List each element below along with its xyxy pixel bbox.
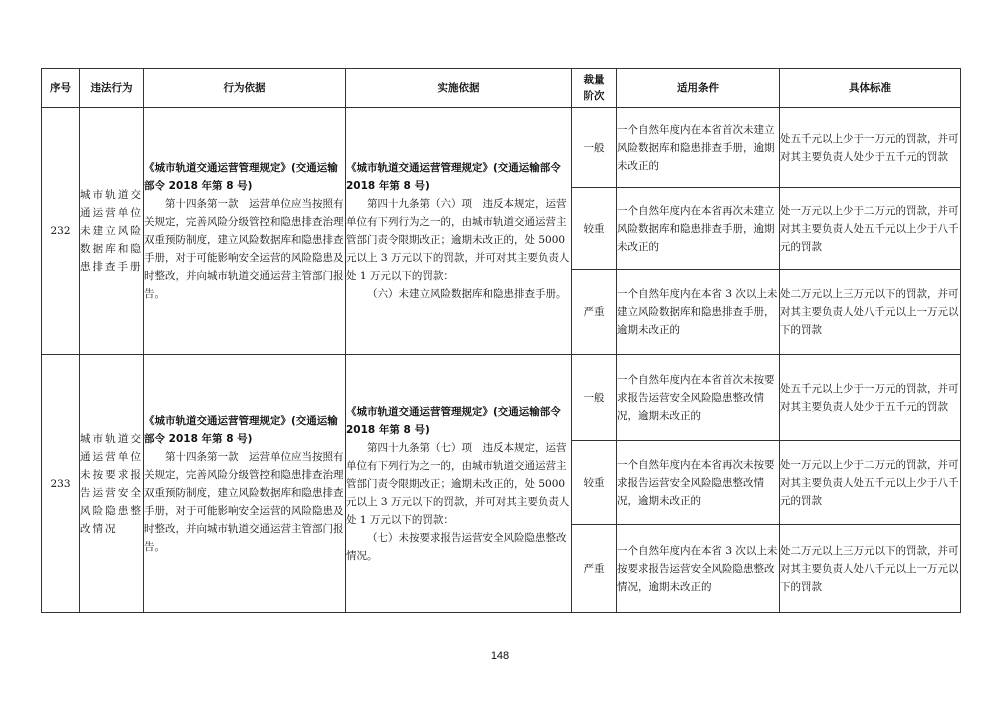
impl-law-title: 《城市轨道交通运营管理规定》(交通运输部令 2018 年第 8 号): [346, 405, 561, 436]
header-impl: 实施依据: [346, 69, 572, 108]
page-number: 148: [490, 650, 510, 662]
row-basis: [144, 108, 346, 355]
basis-law-title: 《城市轨道交通运营管理规定》(交通运输部令 2018 年第 8 号): [144, 414, 338, 445]
condition-cell: 一个自然年度内在本省再次未按要求报告运营安全风险隐患整改情况，逾期未改正的: [617, 441, 780, 525]
header-standard: 具体标准: [780, 69, 961, 108]
standard-cell: 处一万元以上少于二万元的罚款，并可对其主要负责人处五千元以上少于八千元的罚款: [780, 188, 961, 270]
standard-cell: 处五千元以上少于一万元的罚款，并可对其主要负责人处少于五千元的罚款: [780, 108, 961, 188]
row-basis: [144, 355, 346, 613]
table-row: [42, 355, 961, 441]
impl-item: （七）未按要求报告运营安全风险隐患整改情况。: [346, 531, 567, 562]
row-violation: 城市轨道交通运营单位未建立风险数据库和隐患排查手册: [80, 108, 144, 355]
standard-cell: 处二万元以上三万元以下的罚款，并可对其主要负责人处八千元以上一万元以下的罚款: [780, 525, 961, 613]
impl-text: 第四十九条第（七）项 违反本规定，运营单位有下列行为之一的，由城市轨道交通运营主管部门责令限期改正；逾期未改正的，处 5000 元以上 3 万元以下的罚款，并可对其主要负责人处 1 万元以下的罚款：: [346, 441, 570, 526]
level-label: 一般: [572, 108, 617, 188]
level-label: 较重: [572, 441, 617, 525]
condition-cell: 一个自然年度内在本省 3 次以上未按要求报告运营安全风险隐患整改情况，逾期未改正的: [617, 525, 780, 613]
standard-cell: 处二万元以上三万元以下的罚款，并可对其主要负责人处八千元以上一万元以下的罚款: [780, 270, 961, 355]
basis-text: 第十四条第一款 运营单位应当按照有关规定，完善风险分级管控和隐患排查治理双重预防制度，建立风险数据库和隐患排查手册，对于可能影响安全运营的风险隐患及时整改，并向城市轨道交通运营主管部门报告。: [144, 198, 344, 300]
table-row: [42, 108, 961, 188]
standard-cell: 处五千元以上少于一万元的罚款，并可对其主要负责人处少于五千元的罚款: [780, 355, 961, 441]
header-violation: 违法行为: [80, 69, 144, 108]
level-label: 一般: [572, 355, 617, 441]
header-row: [42, 69, 961, 108]
condition-cell: 一个自然年度内在本省 3 次以上未建立风险数据库和隐患排查手册，逾期未改正的: [617, 270, 780, 355]
level-label: 严重: [572, 270, 617, 355]
level-label: 严重: [572, 525, 617, 613]
condition-cell: 一个自然年度内在本省首次未按要求报告运营安全风险隐患整改情况，逾期未改正的: [617, 355, 780, 441]
row-seq: 233: [42, 355, 80, 613]
basis-law-title: 《城市轨道交通运营管理规定》(交通运输部令 2018 年第 8 号): [144, 162, 338, 192]
impl-law-title: 《城市轨道交通运营管理规定》(交通运输部令 2018 年第 8 号): [346, 162, 561, 192]
impl-item: （六）未建立风险数据库和隐患排查手册。: [367, 288, 567, 300]
condition-cell: 一个自然年度内在本省再次未建立风险数据库和隐患排查手册，逾期未改正的: [617, 188, 780, 270]
header-basis: 行为依据: [144, 69, 346, 108]
header-level: 裁量阶次: [572, 69, 617, 108]
row-impl: [346, 108, 572, 355]
standard-cell: 处一万元以上少于二万元的罚款，并可对其主要负责人处五千元以上少于八千元的罚款: [780, 441, 961, 525]
row-violation: 城市轨道交通运营单位未按要求报告运营安全风险隐患整改情况: [80, 355, 144, 613]
impl-text: 第四十九条第（六）项 违反本规定，运营单位有下列行为之一的，由城市轨道交通运营主管部门责令限期改正；逾期未改正的，处 5000 元以上 3 万元以下的罚款，并可对其主要负责人处 1 万元以下的罚款：: [346, 198, 570, 282]
header-seq: 序号: [42, 69, 80, 108]
row-seq: 232: [42, 108, 80, 355]
row-impl: [346, 355, 572, 613]
condition-cell: 一个自然年度内在本省首次未建立风险数据库和隐患排查手册，逾期未改正的: [617, 108, 780, 188]
header-condition: 适用条件: [617, 69, 780, 108]
penalty-table: [41, 68, 961, 613]
basis-text: 第十四条第一款 运营单位应当按照有关规定，完善风险分级管控和隐患排查治理双重预防制度，建立风险数据库和隐患排查手册，对于可能影响安全运营的风险隐患及时整改，并向城市轨道交通运营主管部门报告。: [144, 450, 344, 553]
level-label: 较重: [572, 188, 617, 270]
